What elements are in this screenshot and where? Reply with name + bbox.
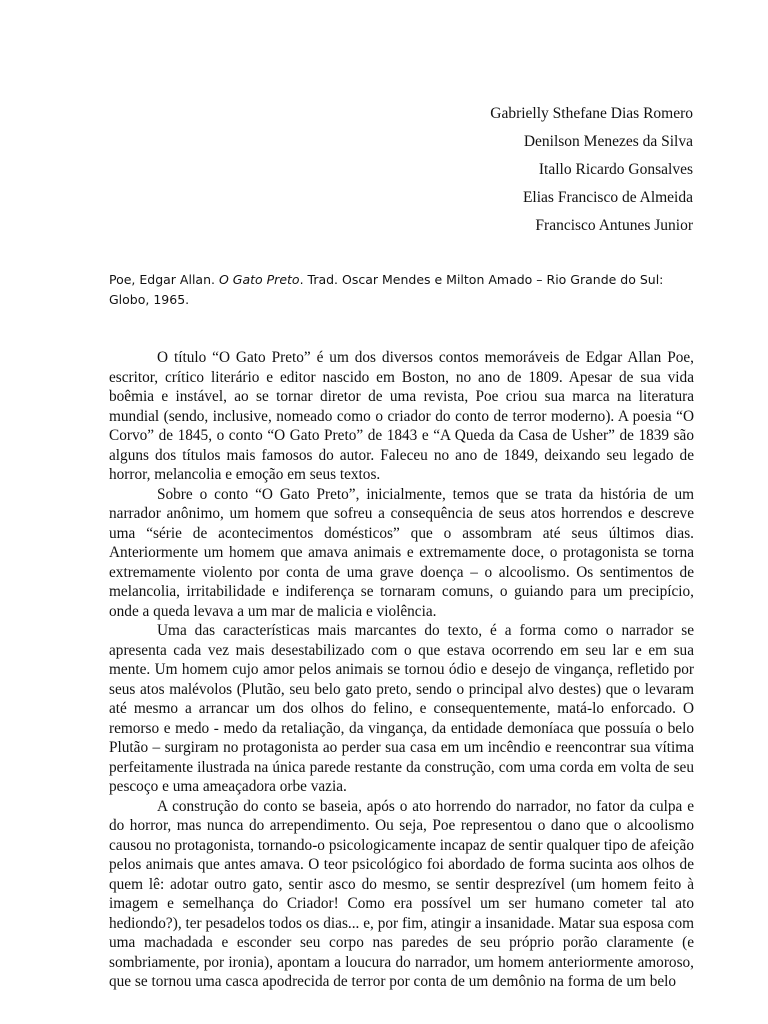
paragraph: A construção do conto se baseia, após o ato horrendo do narrador, no fator da culpa e do horror, mas nunca do arrependimento. Ou seja, Poe representou o dano que o alcoolismo causou no protagonista, tornando-o psicologicamente incapaz de sentir qualquer tipo de afeição pelos animais que antes amava. O teor psicológico foi abordado de forma sucinta aos olhos de quem lê: adotar outro gato, sentir asco do mesmo, se sentir desprezível (um homem feito à imagem e semelhança do Criador! Como era possível um ser humano cometer tal ato hediondo?), ter pesadelos todos os dias... e, por fim, atingir a insanidade. Matar sua esposa com uma machadada e esconder seu corpo nas paredes de seu próprio porão claramente (e sombriamente, por ironia), apontam a loucura do narrador, um homem anteriormente amoroso, que se tornou uma casca apodrecida de terror por conta de um demônio na forma de um belo	[109, 797, 694, 990]
reference-author: Poe, Edgar Allan.	[109, 272, 215, 287]
author-name: Itallo Ricardo Gonsalves	[538, 161, 693, 178]
author-name: Elias Francisco de Almeida	[522, 189, 693, 206]
reference-details: . Trad. Oscar Mendes e Milton Amado – Rio Grande do Sul: Globo, 1965.	[109, 272, 664, 307]
bibliographic-reference	[109, 270, 694, 310]
author-name: Francisco Antunes Junior	[535, 217, 693, 234]
author-name: Gabrielly Sthefane Dias Romero	[490, 105, 693, 122]
review-body	[109, 348, 694, 992]
paragraph: Uma das características mais marcantes do texto, é a forma como o narrador se apresenta cada vez mais desestabilizado com o que estava ocorrendo em seu lar e em sua mente. Um homem cujo amor pelos animais se tornou ódio e desejo de vingança, refletido por seus atos malévolos (Plutão, seu belo gato preto, sendo o principal alvo destes) que o levaram até mesmo a arrancar um dos olhos do felino, e consequentemente, matá-lo enforcado. O remorso e medo - medo da retaliação, da vingança, da entidade demoníaca que possuía o belo Plutão – surgiram no protagonista ao perder sua casa em um incêndio e reencontrar sua vítima perfeitamente ilustrada na única parede restante da construção, com uma corda em volta de seu pescoço e uma ameaçadora orbe vazia.	[109, 622, 694, 795]
author-list	[273, 100, 693, 240]
paragraph: O título “O Gato Preto” é um dos diversos contos memoráveis de Edgar Allan Poe, escritor, crítico literário e editor nascido em Boston, no ano de 1809. Apesar de sua vida boêmia e instável, ao se tornar diretor de uma revista, Poe criou sua marca na literatura mundial (sendo, inclusive, nomeado como o criador do conto de terror moderno). A poesia “O Corvo” de 1845, o conto “O Gato Preto” de 1843 e “A Queda da Casa de Usher” de 1839 são alguns dos títulos mais famosos do autor. Faleceu no ano de 1849, deixando seu legado de horror, melancolia e emoção em seus textos.	[109, 349, 694, 483]
reference-title: O Gato Preto	[218, 272, 300, 287]
author-name: Denilson Menezes da Silva	[523, 133, 693, 150]
paragraph: Sobre o conto “O Gato Preto”, inicialmente, temos que se trata da história de um narrador anônimo, um homem que sofreu a consequência de seus atos horrendos e descreve uma “série de acontecimentos domésticos” que o assombram até seus últimos dias. Anteriormente um homem que amava animais e extremamente doce, o protagonista se torna extremamente violento por conta de uma grave doença – o alcoolismo. Os sentimentos de melancolia, irritabilidade e indiferença se tornaram comuns, o guiando para um precipício, onde a queda levava a um mar de malicia e violência.	[109, 485, 694, 620]
